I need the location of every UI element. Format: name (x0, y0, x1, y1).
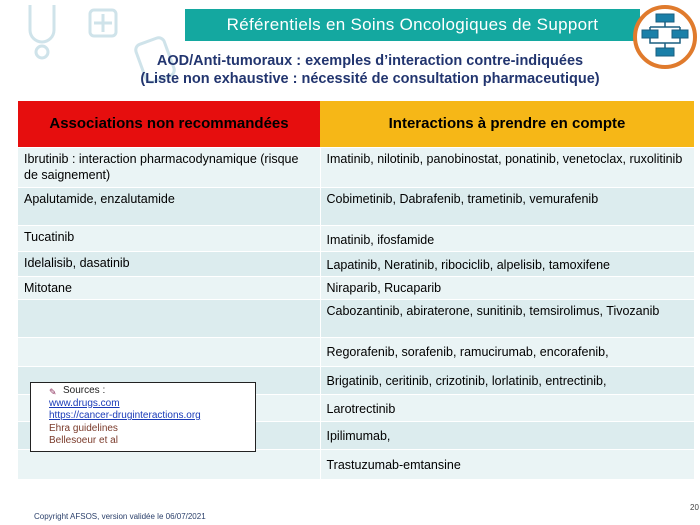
table-cell: Cabozantinib, abiraterone, sunitinib, temsirolimus, Tivozanib (320, 300, 694, 338)
table-cell: Brigatinib, ceritinib, crizotinib, lorlatinib, entrectinib, (320, 367, 694, 395)
bullet-icon: ✎ (49, 387, 57, 397)
table-cell: Trastuzumab-emtansine (320, 450, 694, 480)
sources-box (30, 382, 256, 452)
table-cell: Idelalisib, dasatinib (18, 252, 320, 277)
page-heading (90, 52, 650, 88)
stethoscope-icon (30, 5, 54, 42)
sources-title: ✎ Sources : (49, 385, 106, 397)
table-cell (18, 338, 320, 367)
source-ehra: Ehra guidelines (49, 422, 118, 434)
heading-line-1: AOD/Anti-tumoraux : exemples d’interaction contre-indiquées (156, 53, 584, 69)
table-cell: Larotrectinib (320, 395, 694, 422)
table-cell: Regorafenib, sorafenib, ramucirumab, encorafenib, (320, 338, 694, 367)
table-cell: Cobimetinib, Dabrafenib, trametinib, vemurafenib (320, 188, 694, 226)
table-cell: Imatinib, ifosfamide (320, 226, 694, 252)
source-bellesoeur: Bellesoeur et al (49, 435, 118, 446)
table-cell: Mitotane (18, 277, 320, 300)
table-cell: Ibrutinib : interaction pharmacodynamique (risque de saignement) (18, 148, 320, 188)
heading-line-2: (Liste non exhaustive : nécessité de consultation pharmaceutique) (140, 71, 600, 87)
table-cell: Imatinib, nilotinib, panobinostat, ponatinib, venetoclax, ruxolitinib (320, 148, 694, 188)
table-cell: Ipilimumab, (320, 422, 694, 450)
banner (185, 9, 640, 41)
source-link-cancer-druginteractions[interactable]: https://cancer-druginteractions.org (49, 410, 201, 421)
table-cell: Tucatinib (18, 226, 320, 252)
table-row (18, 338, 694, 367)
table-row (18, 226, 694, 252)
table-cell: Lapatinib, Neratinib, ribociclib, alpelisib, tamoxifene (320, 252, 694, 277)
copyright-footer: Copyright AFSOS, version validée le 06/07/2021 (34, 512, 206, 521)
banner-title: Référentiels en Soins Oncologiques de Support (226, 15, 599, 34)
page-number: 20 (690, 503, 699, 512)
table-row (18, 148, 694, 188)
table-row (18, 277, 694, 300)
table-row (18, 450, 694, 480)
table-row (18, 252, 694, 277)
table-row (18, 188, 694, 226)
source-link-drugs[interactable]: www.drugs.com (49, 397, 120, 409)
table-row (18, 300, 694, 338)
table-cell: Niraparib, Rucaparib (320, 277, 694, 300)
header-to-consider: Interactions à prendre en compte (320, 101, 694, 148)
table-cell (18, 450, 320, 480)
table-cell (18, 300, 320, 338)
table-cell: Apalutamide, enzalutamide (18, 188, 320, 226)
table-header-row (18, 101, 694, 148)
header-not-recommended: Associations non recommandées (18, 101, 320, 148)
